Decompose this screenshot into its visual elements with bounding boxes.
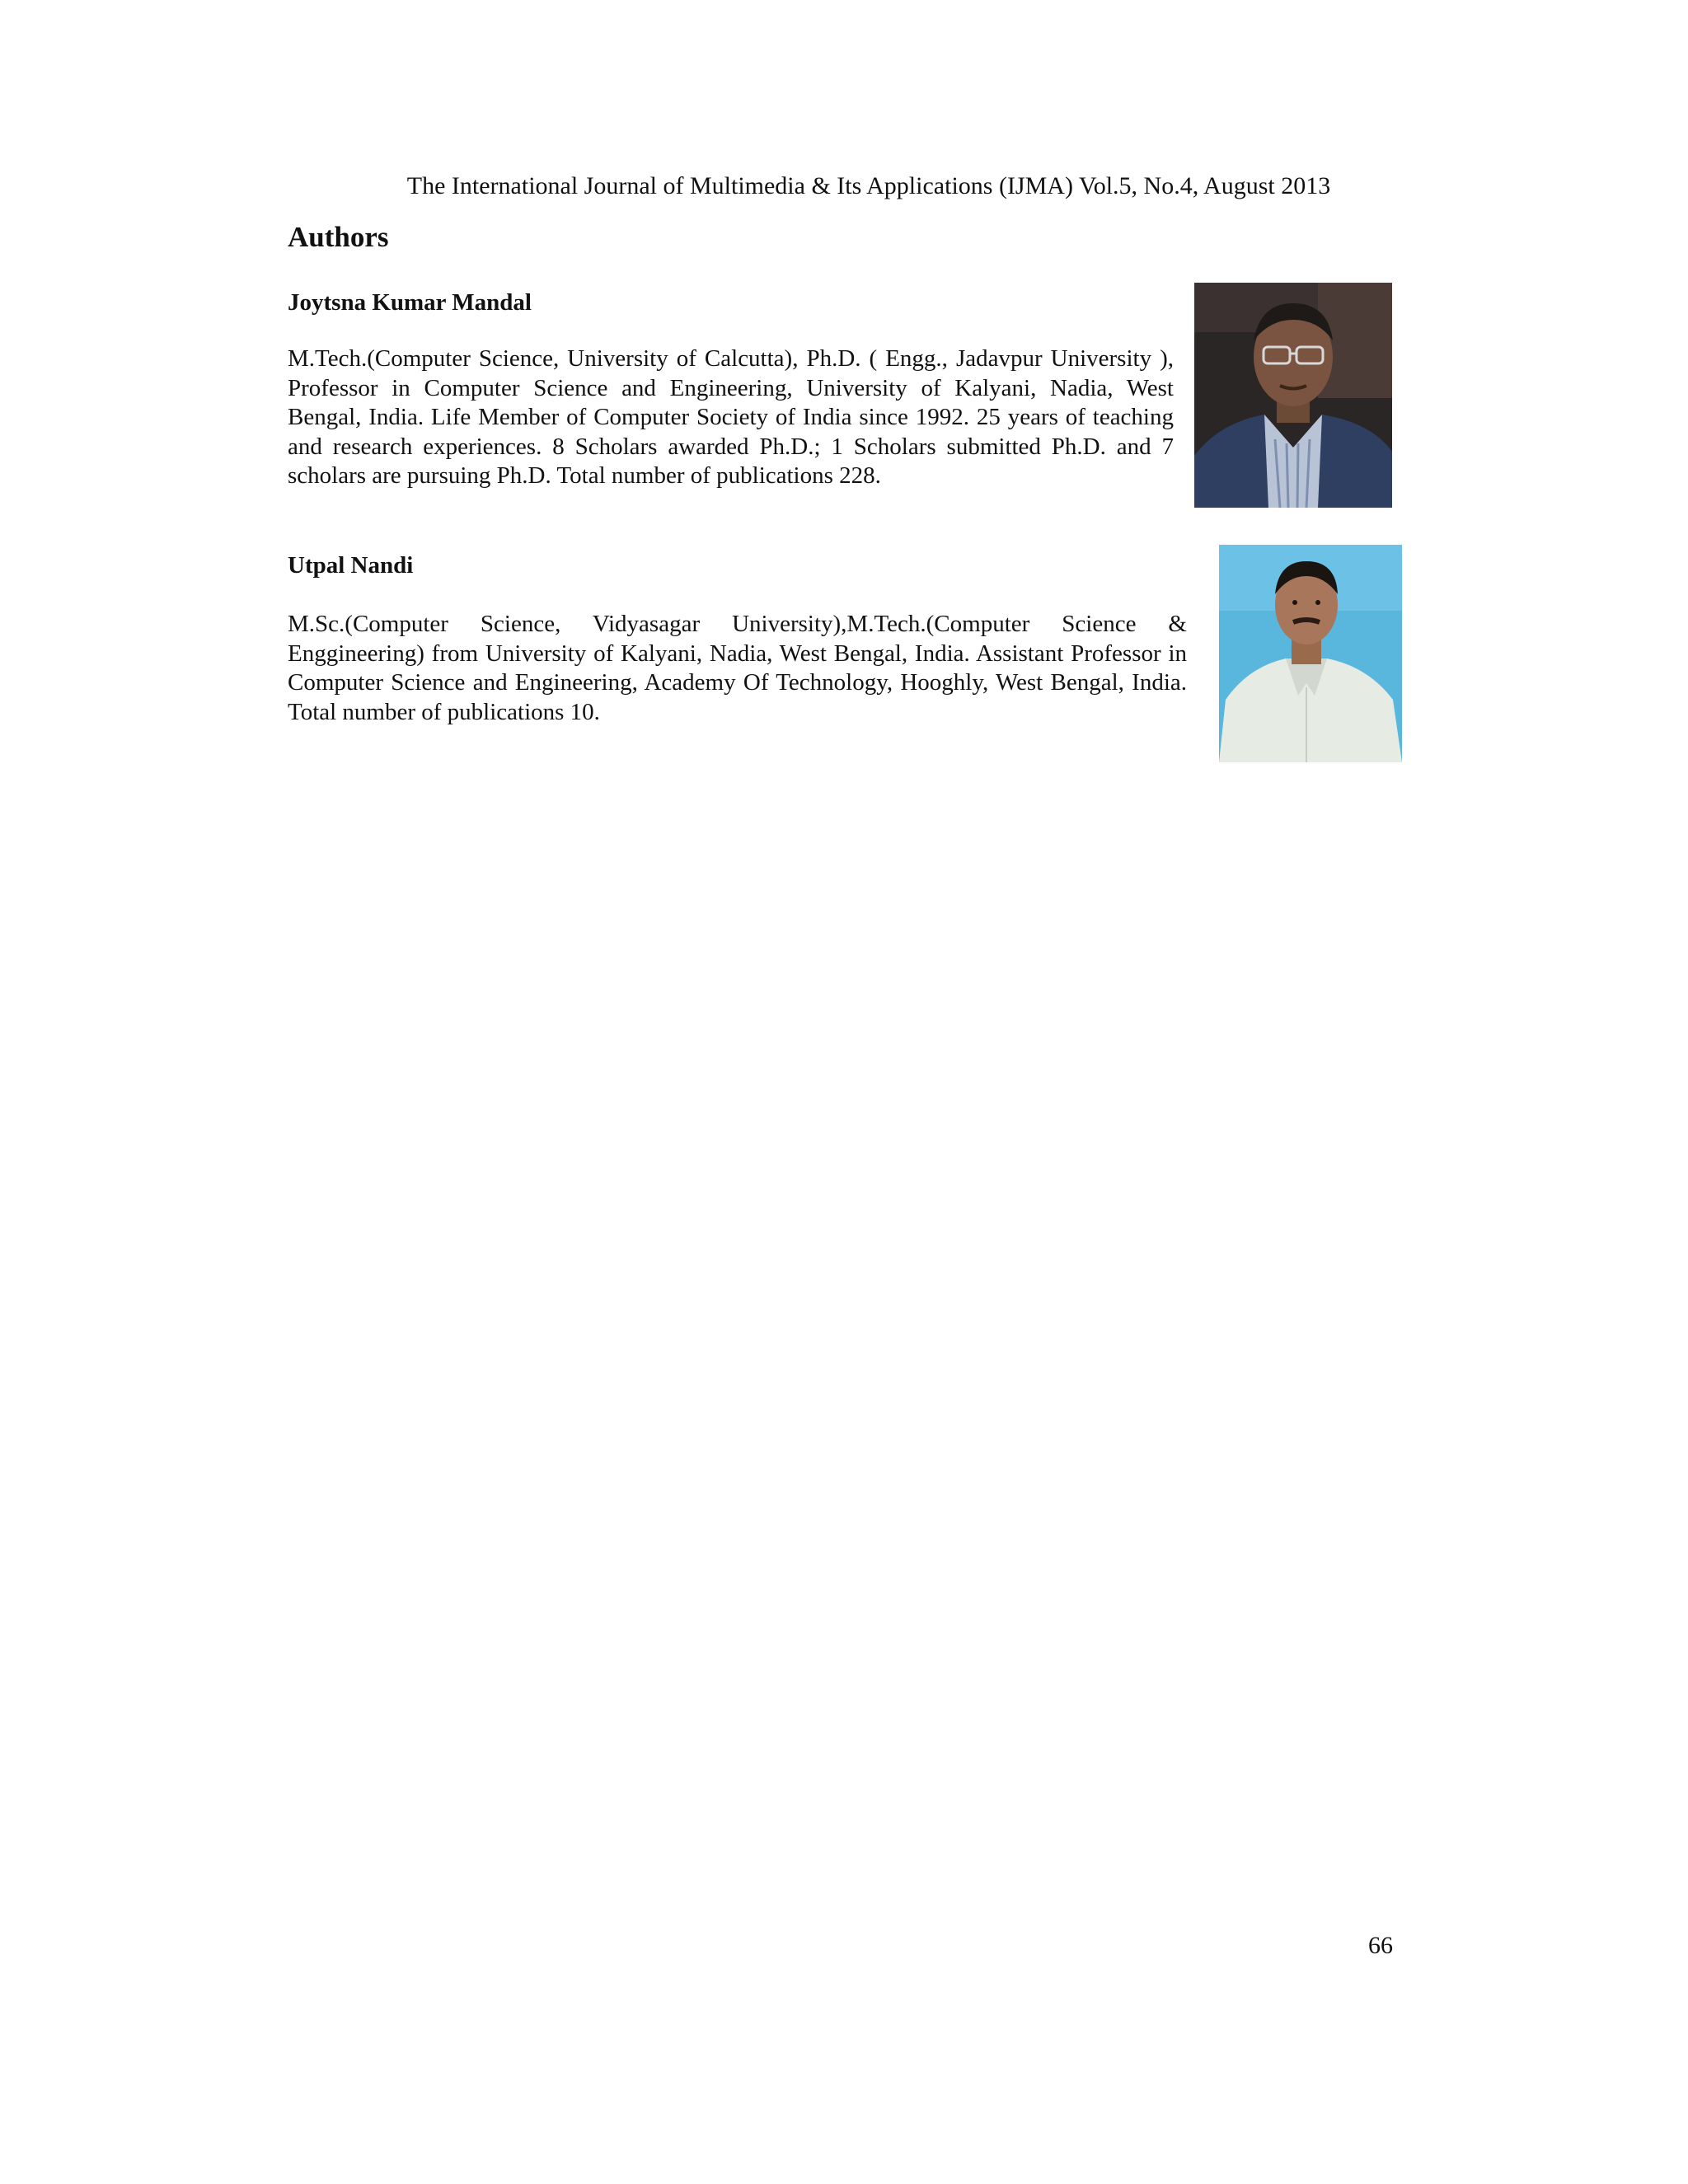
author-bio-nandi: M.Sc.(Computer Science, Vidyasagar University),M.Tech.(Computer Science & Enggineering) from University of Kalyani, Nadia, West Bengal, India. Assistant Professor in Computer Science and Engineering, Academy Of Technology, Hooghly, West Bengal, India. Total number of publications 10. xyxy=(288,611,1187,725)
author-photo-nandi xyxy=(1207,543,1405,766)
portrait-illustration-nandi xyxy=(1207,543,1405,766)
page-number: 66 xyxy=(1368,1932,1393,1959)
author-name-mandal: Joytsna Kumar Mandal xyxy=(288,289,532,316)
author-name-nandi: Utpal Nandi xyxy=(288,552,414,579)
portrait-illustration-mandal xyxy=(1194,283,1392,508)
section-title: Authors xyxy=(288,221,389,253)
author-bio-mandal: M.Tech.(Computer Science, University of Calcutta), Ph.D. ( Engg., Jadavpur University ), Professor in Computer Science and Engineering, University of Kalyani, Nadia, West Bengal, India. Life Member of Computer Society of India since 1992. 25 years of teaching and research experiences. 8 Scholars awarded Ph.D.; 1 Scholars submitted Ph.D. and 7 scholars are pursuing Ph.D. Total number of publications 228. xyxy=(288,345,1174,490)
author-photo-mandal xyxy=(1194,283,1392,508)
running-header: The International Journal of Multimedia & Its Applications (IJMA) Vol.5, No.4, August 2013 xyxy=(406,172,1331,199)
